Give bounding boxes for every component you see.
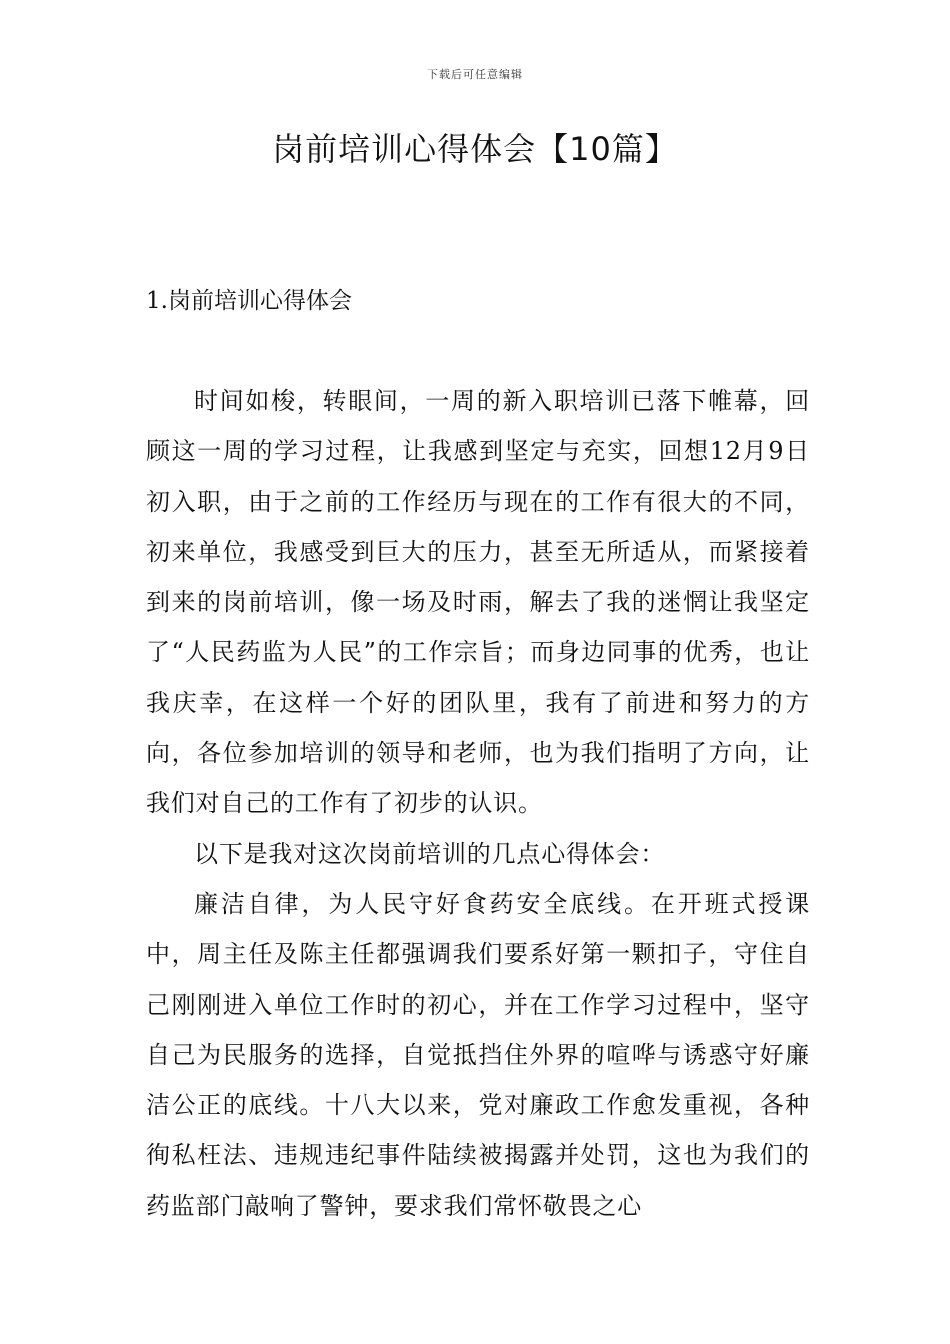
body-text [146,376,810,1231]
paragraph-intro: 时间如梭，转眼间，一周的新入职培训已落下帷幕，回顾这一周的学习过程，让我感到坚定与充实，回想12月9日初入职，由于之前的工作经历与现在的工作有很大的不同，初来单位，我感受到巨大的压力，甚至无所适从，而紧接着到来的岗前培训，像一场及时雨，解去了我的迷惘让我坚定了“人民药监为人民”的工作宗旨；而身边同事的优秀，也让我庆幸，在这样一个好的团队里，我有了前进和努力的方向，各位参加培训的领导和老师，也为我们指明了方向，让我们对自己的工作有了初步的认识。 [146,387,810,818]
section-heading: 1.岗前培训心得体会 [146,288,352,314]
header-note: 下载后可任意编辑 [427,68,523,81]
paragraph-lead-in: 以下是我对这次岗前培训的几点心得体会： [194,839,666,868]
document-title: 岗前培训心得体会【10篇】 [272,130,678,168]
paragraph-integrity: 廉洁自律，为人民守好食药安全底线。在开班式授课中，周主任及陈主任都强调我们要系好第一颗扣子，守住自己刚刚进入单位工作时的初心，并在工作学习过程中，坚守自己为民服务的选择，自觉抵挡住外界的喧哗与诱惑守好廉洁公正的底线。十八大以来，党对廉政工作愈发重视，各种徇私枉法、违规违纪事件陆续被揭露并处罚，这也为我们的药监部门敲响了警钟，要求我们常怀敬畏之心 [146,889,810,1220]
